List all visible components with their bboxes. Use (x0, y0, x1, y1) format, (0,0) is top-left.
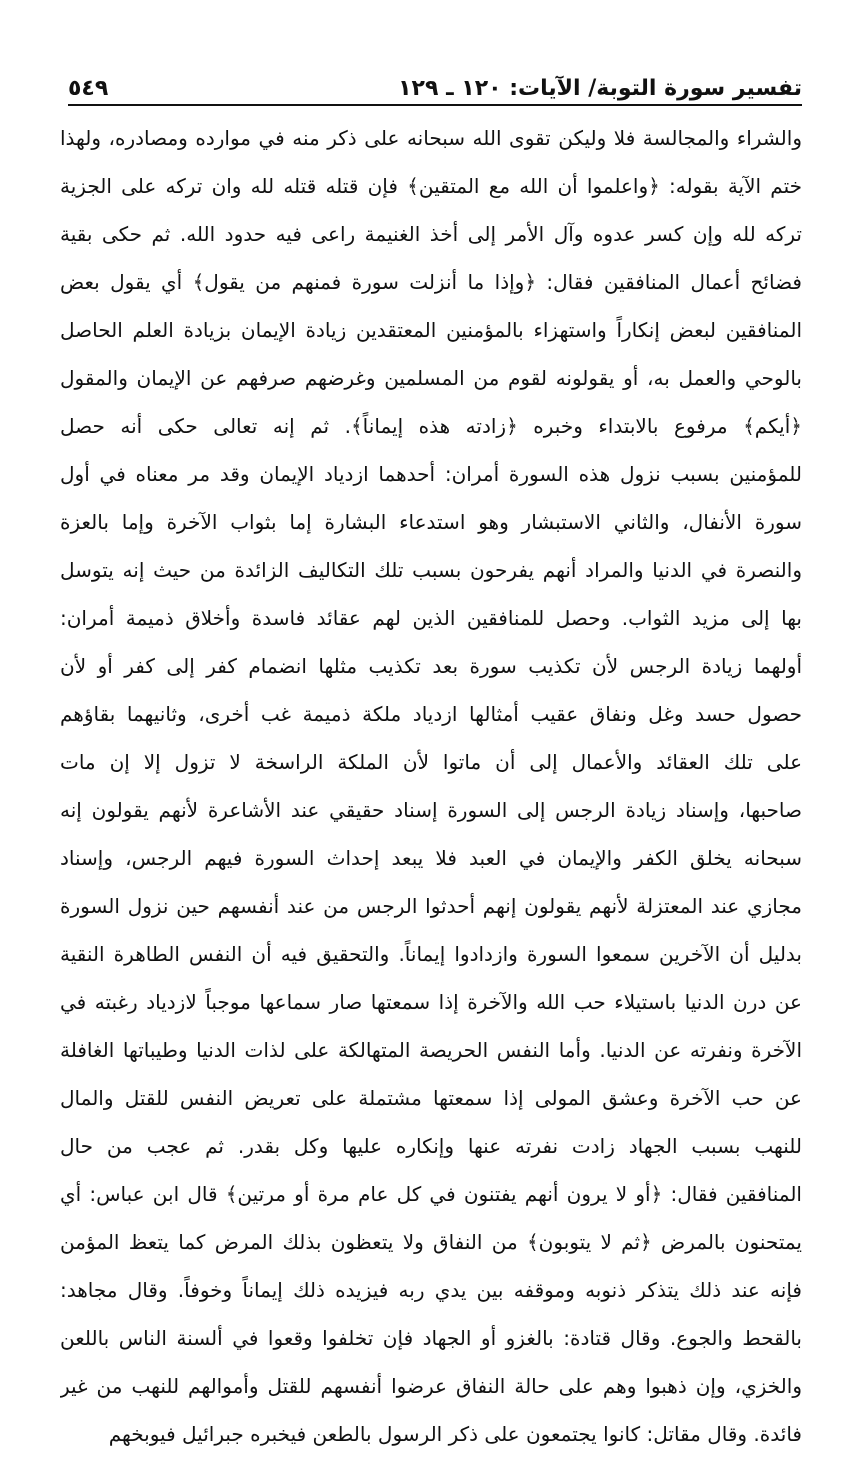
text-line: صاحبها، وإسناد زيادة الرجس إلى السورة إسناد حقيقي عند الأشاعرة لأنهم يقولون إنه (60, 798, 802, 822)
text-line: فضائح أعمال المنافقين فقال: ﴿وإذا ما أنزلت سورة فمنهم من يقول﴾ أي يقول بعض (60, 270, 802, 294)
text-line: للنهب بسبب الجهاد زادت نفرته عنها وإنكاره عليها وكل بقدر. ثم عجب من حال (60, 1134, 802, 1158)
text-line: بها إلى مزيد الثواب. وحصل للمنافقين الذين لهم عقائد فاسدة وأخلاق ذميمة أمران: (60, 606, 802, 630)
text-line: الآخرة ونفرته عن الدنيا. وأما النفس الحريصة المتهالكة على لذات الدنيا وطيباتها الغافلة (60, 1038, 802, 1062)
text-line: ﴿أيكم﴾ مرفوع بالابتداء وخبره ﴿زادته هذه إيماناً﴾. ثم إنه تعالى حكى أنه حصل (60, 414, 802, 438)
page-number: ٥٤٩ (68, 75, 109, 101)
text-line: المنافقين لبعض إنكاراً واستهزاء بالمؤمنين المعتقدين زيادة الإيمان بزيادة العلم الحاصل (60, 318, 802, 342)
text-line: المنافقين فقال: ﴿أو لا يرون أنهم يفتنون في كل عام مرة أو مرتين﴾ قال ابن عباس: أي (60, 1182, 802, 1206)
text-line: والشراء والمجالسة فلا وليكن تقوى الله سبحانه على ذكر منه في موارده ومصادره، ولهذا (60, 126, 802, 150)
text-line: سورة الأنفال، والثاني الاستبشار وهو استدعاء البشارة إما بثواب الآخرة وإما بالعزة (60, 510, 802, 534)
text-line: حصول حسد وغل ونفاق عقيب أمثالها ازدياد ملكة ذميمة غب أخرى، وثانيهما بقاؤهم (60, 702, 802, 726)
text-line: سبحانه يخلق الكفر والإيمان في العبد فلا يبعد إحداث السورة فيهم الرجس، وإسناد (60, 846, 802, 870)
text-line: للمؤمنين بسبب نزول هذه السورة أمران: أحدهما ازدياد الإيمان وقد مر معناه في أول (60, 462, 802, 486)
text-line: فإنه عند ذلك يتذكر ذنوبه وموقفه بين يدي ربه فيزيده ذلك إيماناً وخوفاً. وقال مجاهد: (60, 1278, 802, 1302)
text-line: أولهما زيادة الرجس لأن تكذيب سورة بعد تكذيب مثلها انضمام كفر إلى كفر أو لأن (60, 654, 802, 678)
text-line: والنصرة في الدنيا والمراد أنهم يفرحون بسبب تلك التكاليف الزائدة من حيث إنه يتوسل (60, 558, 802, 582)
text-line: على تلك العقائد والأعمال إلى أن ماتوا لأن الملكة الراسخة لا تزول إلا إن مات (60, 750, 802, 774)
text-line: ختم الآية بقوله: ﴿واعلموا أن الله مع المتقين﴾ فإن قتله قتله لله وان تركه على الجزية (60, 174, 802, 198)
page-header (68, 58, 802, 102)
text-line: بالقحط والجوع. وقال قتادة: بالغزو أو الجهاد فإن تخلفوا وقعوا في ألسنة الناس باللعن (60, 1326, 802, 1350)
body-text (60, 114, 802, 1458)
running-title: تفسير سورة التوبة/ الآيات: ١٢٠ ـ ١٢٩ (398, 75, 802, 101)
text-line: مجازي عند المعتزلة لأنهم يقولون إنهم أحدثوا الرجس من عند أنفسهم حين نزول السورة (60, 894, 802, 918)
text-line: تركه لله وإن كسر عدوه وآل الأمر إلى أخذ الغنيمة راعى فيه حدود الله. ثم حكى بقية (60, 222, 802, 246)
text-line: بالوحي والعمل به، أو يقولونه لقوم من المسلمين وغرضهم صرفهم عن الإيمان والمقول (60, 366, 802, 390)
text-line: عن درن الدنيا باستيلاء حب الله والآخرة إذا سمعتها صار سماعها موجباً لازدياد رغبته في (60, 990, 802, 1014)
text-line: يمتحنون بالمرض ﴿ثم لا يتوبون﴾ من النفاق ولا يتعظون بذلك المرض كما يتعظ المؤمن (60, 1230, 802, 1254)
text-line: والخزي، وإن ذهبوا وهم على حالة النفاق عرضوا أنفسهم للقتل وأموالهم للنهب من غير (60, 1374, 802, 1398)
text-line: بدليل أن الآخرين سمعوا السورة وازدادوا إيماناً. والتحقيق فيه أن النفس الطاهرة النقية (60, 942, 802, 966)
header-divider (68, 104, 802, 106)
text-line: عن حب الآخرة وعشق المولى إذا سمعتها مشتملة على تعريض النفس للقتل والمال (60, 1086, 802, 1110)
text-line: فائدة. وقال مقاتل: كانوا يجتمعون على ذكر الرسول بالطعن فيخبره جبرائيل فيوبخهم (108, 1422, 802, 1446)
